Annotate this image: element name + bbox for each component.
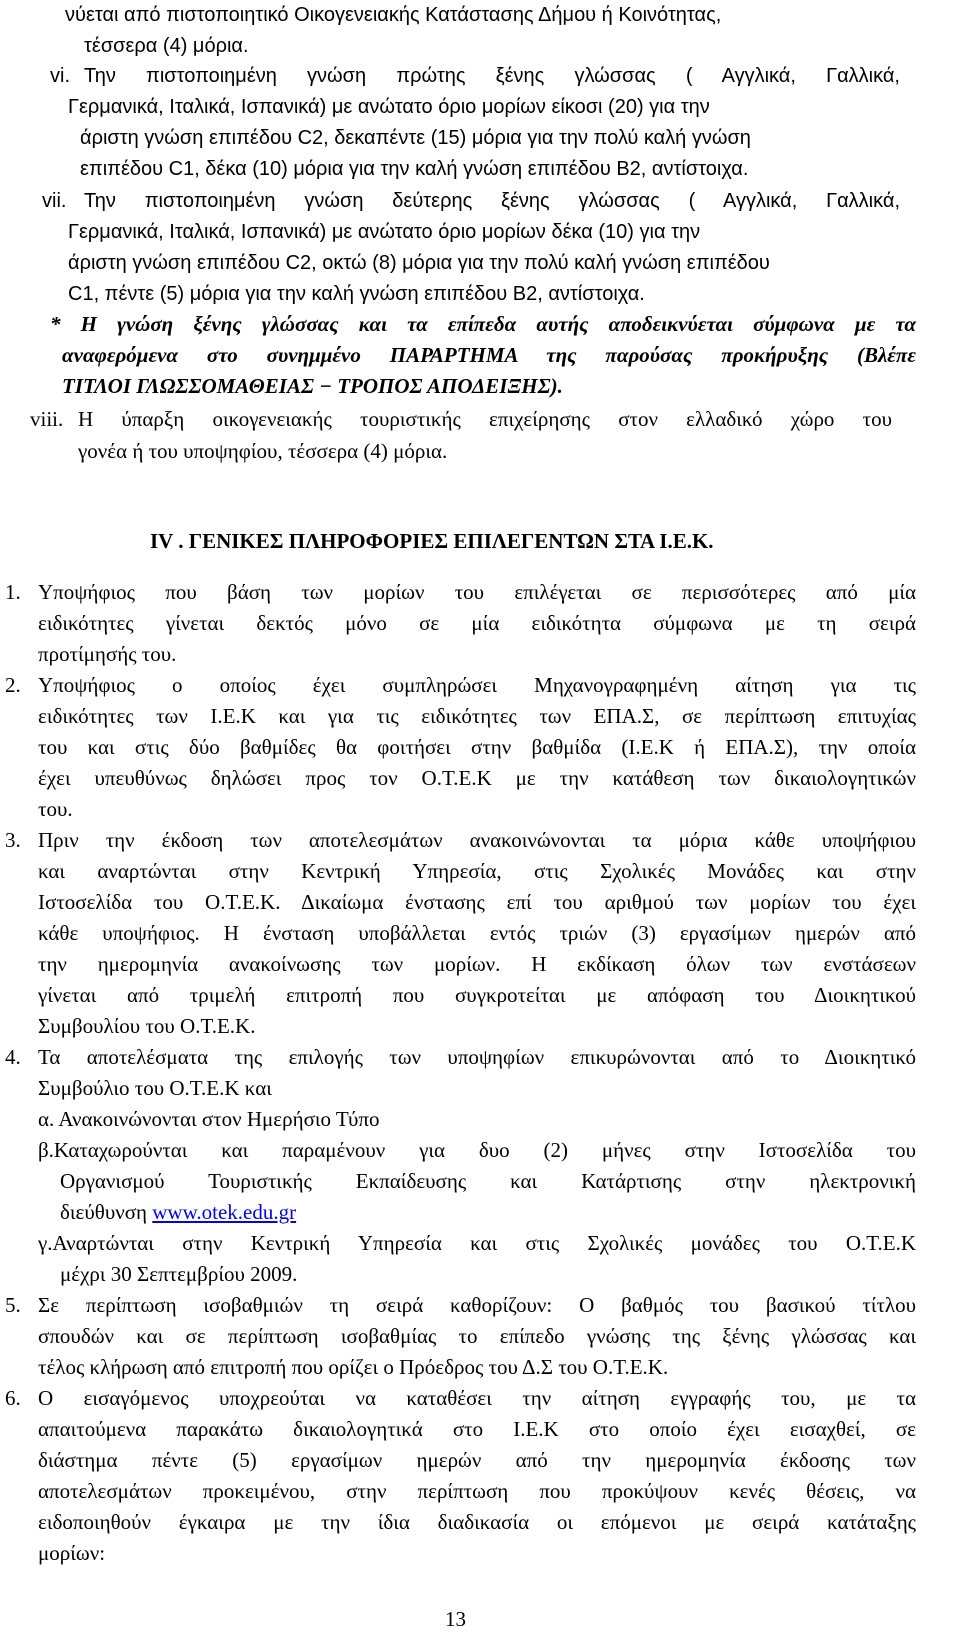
roman-vi-line3: άριστη γνώση επιπέδου C2, δεκαπέντε (15) μόρια για την πολύ καλή γνώση (80, 127, 751, 149)
item2-line3: του και στις δύο βαθμίδες θα φοιτήσει στην βαθμίδα (Ι.Ε.Κ ή ΕΠΑ.Σ), την οποία (38, 735, 916, 759)
item4-sub-c-line2: μέχρι 30 Σεπτεμβρίου 2009. (60, 1262, 298, 1286)
roman-vii-line2: Γερμανικά, Ιταλικά, Ισπανικά) με ανώτατο όριο μορίων δέκα (10) για την (68, 221, 701, 243)
item-number: 4. (5, 1045, 21, 1069)
item6-line4: αποτελεσμάτων προκειμένου, στην περίπτωση που προκύψουν κενές θέσεις, να (38, 1479, 916, 1503)
item4-line1: Τα αποτελέσματα της επιλογής των υποψηφίων επικυρώνονται από το Διοικητικό (38, 1045, 916, 1069)
roman-vi-line4: επιπέδου C1, δέκα (10) μόρια για την καλή γνώση επιπέδου Β2, αντίστοιχα. (80, 158, 749, 180)
item5-line3: τέλος κλήρωση από επιτροπή που ορίζει ο Πρόεδρος του Δ.Σ του Ο.Τ.Ε.Κ. (38, 1355, 669, 1379)
page-number: 13 (445, 1607, 466, 1631)
item2-line5: του. (38, 797, 73, 821)
item4-sub-b-line2: Οργανισμού Τουριστικής Εκπαίδευσης και Κατάρτισης στην ηλεκτρονική (60, 1169, 916, 1193)
item3-line4: κάθε υποψήφιος. Η ένσταση υποβάλλεται εντός τριών (3) εργασίμων ημερών από (38, 921, 916, 945)
item2-line4: έχει υπευθύνως δηλώσει προς τον Ο.Τ.Ε.Κ με την κατάθεση των δικαιολογητικών (38, 766, 916, 790)
item-number: 6. (5, 1386, 21, 1410)
roman-viii-line2: γονέα ή του υποψηφίου, τέσσερα (4) μόρια. (78, 439, 448, 463)
item6-line5: ειδοποιηθούν έγκαιρα με την ίδια διαδικασία οι επόμενοι με σειρά κατάταξης (38, 1510, 916, 1534)
item3-line6: γίνεται από τριμελή επιτροπή που συγκροτείται με απόφαση του Διοικητικού (38, 983, 916, 1007)
roman-marker-vii: vii. (42, 190, 67, 212)
item-number: 1. (5, 580, 21, 604)
item6-line2: απαιτούμενα παρακάτω δικαιολογητικά στο Ι.Ε.Κ στο οποίο έχει εισαχθεί, σε (38, 1417, 916, 1441)
item4-line2: Συμβούλιο του Ο.Τ.Ε.Κ και (38, 1076, 272, 1100)
item4-sub-b-prefix: διεύθυνση (60, 1200, 153, 1224)
roman-vii-line1: Την πιστοποιημένη γνώση δεύτερης ξένης γλώσσας ( Αγγλικά, Γαλλικά, (84, 190, 900, 212)
roman-vii-line3: άριστη γνώση επιπέδου C2, οκτώ (8) μόρια για την πολύ καλή γνώση επιπέδου (68, 252, 770, 274)
item3-line3: Ιστοσελίδα του Ο.Τ.Ε.Κ. Δικαίωμα ένστασης επί του αριθμού των μορίων του έχει (38, 890, 916, 914)
item-number: 2. (5, 673, 21, 697)
roman-viii-line1: Η ύπαρξη οικογενειακής τουριστικής επιχείρησης στον ελλαδικό χώρο του (78, 407, 892, 431)
roman-vi-line2: Γερμανικά, Ιταλικά, Ισπανικά) με ανώτατο όριο μορίων είκοσι (20) για την (68, 96, 710, 118)
item2-line1: Υποψήφιος ο οποίος έχει συμπληρώσει Μηχανογραφημένη αίτηση για τις (38, 673, 916, 697)
item4-sub-c-line1: γ.Αναρτώνται στην Κεντρική Υπηρεσία και στις Σχολικές μονάδες του Ο.Τ.Ε.Κ (38, 1231, 916, 1255)
item-number: 5. (5, 1293, 21, 1317)
item2-line2: ειδικότητες των Ι.Ε.Κ και για τις ειδικότητες των ΕΠΑ.Σ, σε περίπτωση επιτυχίας (38, 704, 916, 728)
item6-line1: Ο εισαγόμενος υποχρεούται να καταθέσει την αίτηση εγγραφής του, με τα (38, 1386, 916, 1410)
item6-line3: διάστημα πέντε (5) εργασίμων ημερών από την ημερομηνία έκδοσης των (38, 1448, 916, 1472)
roman-cont-line1: νύεται από πιστοποιητικό Οικογενειακής Κατάστασης Δήμου ή Κοινότητας, (65, 4, 722, 26)
otek-website-link[interactable]: www.otek.edu.gr (152, 1200, 297, 1224)
item1-line1: Υποψήφιος που βάση των μορίων του επιλέγεται σε περισσότερες από μία (38, 580, 916, 604)
roman-marker-viii: viii. (30, 407, 64, 431)
item6-line6: μορίων: (38, 1541, 106, 1565)
item3-line7: Συμβουλίου του Ο.Τ.Ε.Κ. (38, 1014, 256, 1038)
roman-cont-line2: τέσσερα (4) μόρια. (84, 35, 249, 57)
item1-line3: προτίμησής του. (38, 642, 177, 666)
item5-line1: Σε περίπτωση ισοβαθμιών τη σειρά καθορίζουν: Ο βαθμός του βασικού τίτλου (38, 1293, 916, 1317)
item3-line1: Πριν την έκδοση των αποτελεσμάτων ανακοινώνονται τα μόρια κάθε υποψήφιου (38, 828, 916, 852)
roman-vii-line4: C1, πέντε (5) μόρια για την καλή γνώση επιπέδου Β2, αντίστοιχα. (68, 283, 645, 305)
item1-line2: ειδικότητες γίνεται δεκτός μόνο σε μία ειδικότητα σύμφωνα με τη σειρά (38, 611, 916, 635)
roman-marker-vi: vi. (50, 65, 70, 87)
item3-line2: και αναρτώνται στην Κεντρική Υπηρεσία, στις Σχολικές Μονάδες και στην (38, 859, 916, 883)
item4-sub-a: α. Ανακοινώνονται στον Ημερήσιο Τύπο (38, 1107, 380, 1131)
roman-vi-line1: Την πιστοποιημένη γνώση πρώτης ξένης γλώσσας ( Αγγλικά, Γαλλικά, (84, 65, 900, 87)
note-line2: αναφερόμενα στο συνημμένο ΠΑΡΑΡΤΗΜΑ της παρούσας προκήρυξης (Βλέπε (62, 343, 916, 367)
item4-sub-b-line1: β.Καταχωρούνται και παραμένουν για δυο (2) μήνες στην Ιστοσελίδα του (38, 1138, 916, 1162)
note-line1: * Η γνώση ξένης γλώσσας και τα επίπεδα αυτής αποδεικνύεται σύμφωνα με τα (50, 312, 916, 336)
item-number: 3. (5, 828, 21, 852)
section-heading: IV . ΓΕΝΙΚΕΣ ΠΛΗΡΟΦΟΡΙΕΣ ΕΠΙΛΕΓΕΝΤΩΝ ΣΤΑ Ι.Ε.Κ. (150, 529, 714, 553)
item5-line2: σπουδών και σε περίπτωση ισοβαθμίας το επίπεδο γνώσης της ξένης γλώσσας και (38, 1324, 916, 1348)
item3-line5: την ημερομηνία ανακοίνωσης των μορίων. Η εκδίκαση όλων των ενστάσεων (38, 952, 916, 976)
item4-sub-b-line3 (60, 1197, 296, 1228)
note-line3: ΤΙΤΛΟΙ ΓΛΩΣΣΟΜΑΘΕΙΑΣ − ΤΡΟΠΟΣ ΑΠΟΔΕΙΞΗΣ). (62, 374, 563, 398)
